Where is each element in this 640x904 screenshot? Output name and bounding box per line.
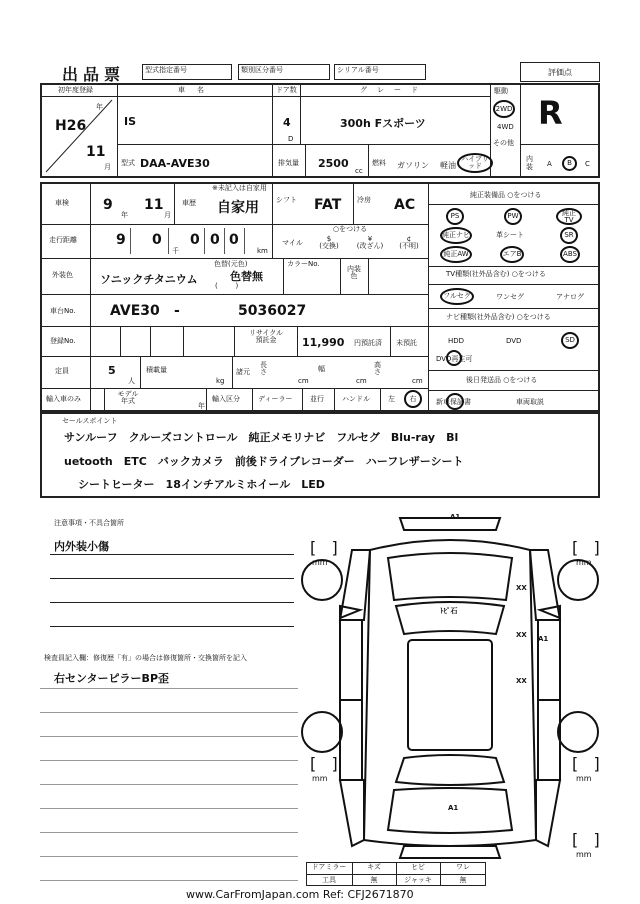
- fuel-gasoline: ガソリン: [397, 161, 429, 170]
- load-label: 積載量: [146, 366, 167, 374]
- handle-right-circle[interactable]: [404, 390, 422, 408]
- chassis-dash: -: [174, 303, 180, 319]
- interior-b-circle[interactable]: [562, 156, 577, 171]
- serial-number-label: シリアル番号: [337, 66, 379, 74]
- tv-fullseg: フルセグ: [443, 292, 471, 300]
- dvd-playback: DVD再生可: [436, 355, 473, 363]
- bracket-rr: [ ]: [572, 754, 600, 773]
- length-unit: cm: [298, 377, 309, 385]
- model-value: DAA-AVE30: [140, 157, 210, 170]
- import-year-unit: 年: [198, 402, 205, 410]
- bracket-extra: [ ]: [572, 830, 600, 849]
- grade-label: グレード: [360, 86, 428, 94]
- equip-aw-circle[interactable]: [440, 246, 472, 263]
- import-category: 輸入区分: [212, 395, 240, 403]
- fuel-label: 燃料: [372, 159, 386, 167]
- tv-fullseg-circle[interactable]: [440, 288, 474, 305]
- equip-ps: PS: [450, 212, 460, 220]
- mm-fl: mm: [312, 558, 328, 567]
- mm-rr: mm: [576, 774, 592, 783]
- equip-tv: 純正TV: [562, 208, 576, 224]
- fuel-hybrid-label: ハイブリッド: [461, 155, 489, 170]
- equip-pw-circle[interactable]: [504, 208, 522, 225]
- legend-tools-value: 無: [370, 876, 378, 884]
- capacity-value: 5: [108, 364, 116, 377]
- inspector-value: 右センターピラーBP歪: [54, 672, 170, 685]
- handle-right-label: 右: [409, 394, 417, 403]
- mileage-unknown: ¢ (不明): [399, 235, 419, 250]
- sales-line-2: uetooth ETC バックカメラ 前後ドライブレコーダー ハーフレザーシート: [64, 455, 464, 468]
- diagram-rear-bumper: A1: [448, 804, 459, 812]
- first-reg-month-mark: 月: [104, 163, 111, 171]
- inspection-month-unit: 月: [164, 211, 171, 219]
- doors-label: ドア数: [276, 86, 297, 94]
- recycle-label: リサイクル 預託金: [248, 329, 284, 344]
- inspection-month: 11: [144, 197, 164, 213]
- legend-jack: ジャッキ: [404, 876, 432, 884]
- aircon-value: AC: [394, 197, 416, 213]
- mileage-exchange: $ (交換): [319, 235, 339, 250]
- drive-label: 駆動: [494, 87, 508, 95]
- interior-label: 内装: [526, 155, 533, 171]
- dims-label: 諸元: [236, 368, 250, 376]
- nav-title: ナビ種類(社外品含む) ○をつける: [446, 313, 551, 321]
- color-orig-label: 色替(元色): [214, 260, 248, 268]
- interior-a: A: [547, 160, 552, 168]
- mileage-digit-1: 9: [116, 232, 126, 248]
- mileage-mile: マイル: [282, 239, 303, 247]
- first-reg-era-year: H26: [55, 118, 87, 134]
- usage-note: ※未記入は自家用: [212, 184, 267, 192]
- legend-break: ワレ: [456, 863, 470, 871]
- handle-label: ハンドル: [342, 395, 370, 403]
- width-label: 幅: [318, 365, 325, 373]
- usage-value: 自家用: [217, 200, 259, 216]
- displacement-value: 2500: [318, 157, 349, 170]
- capacity-label: 定員: [55, 367, 69, 375]
- grade-value: 300h Fスポーツ: [340, 117, 426, 130]
- equip-abs: ABS: [563, 250, 577, 258]
- equip-aw: 純正AW: [443, 250, 469, 258]
- equip-navi: 純正ナビ: [442, 231, 470, 239]
- class-number-box: [238, 64, 330, 80]
- import-parallel: 並行: [310, 395, 324, 403]
- import-model-year: モデル 年式: [117, 390, 139, 405]
- footer-reference: www.CarFromJapan.com Ref: CFJ2671870: [186, 888, 414, 901]
- notes-value: 内外装小傷: [54, 540, 109, 553]
- mileage-digit-4: 0: [210, 232, 220, 248]
- legend-scratch: キズ: [367, 863, 381, 871]
- bracket-fl: [ ]: [310, 538, 338, 557]
- mm-extra: mm: [576, 850, 592, 859]
- bracket-fr: [ ]: [572, 538, 600, 557]
- dvd-playback-circle[interactable]: [446, 350, 462, 366]
- recycle-value: 11,990: [302, 336, 345, 349]
- fuel-diesel: 軽油: [440, 161, 456, 170]
- handle-left: 左: [388, 395, 395, 403]
- equip-airbag: エアB: [502, 250, 522, 258]
- inspection-year: 9: [103, 197, 113, 213]
- drive-other-label: その他: [493, 139, 514, 147]
- diagram-mark-2: XX: [516, 631, 527, 639]
- recycle-unit: 円預託済: [354, 339, 382, 347]
- diagram-mark-4: XX: [516, 677, 527, 685]
- capacity-unit: 人: [128, 377, 135, 385]
- equip-ps-circle[interactable]: [446, 208, 464, 225]
- notes-label: 注意事項・不具合箇所: [54, 519, 124, 527]
- nav-hdd: HDD: [448, 337, 465, 345]
- length-label: 長さ: [260, 361, 267, 376]
- import-dealer: ディーラー: [258, 395, 293, 403]
- sales-label: セールスポイント: [62, 417, 118, 425]
- inspection-label: 車検: [55, 199, 69, 207]
- width-unit: cm: [356, 377, 367, 385]
- drive-4wd-label: 4WD: [497, 123, 514, 131]
- mileage-circle-note: ○をつける: [333, 225, 368, 233]
- mileage-altered: ¥ (改ざん): [356, 235, 384, 250]
- inspection-year-unit: 年: [121, 211, 128, 219]
- later-manual: 車両取説: [516, 398, 544, 406]
- interior-color-label: 内装 色: [347, 265, 361, 280]
- car-name-label: 車名: [178, 86, 216, 94]
- equip-sr-circle[interactable]: [560, 227, 578, 244]
- height-unit: cm: [412, 377, 423, 385]
- height-label: 高さ: [374, 361, 381, 376]
- sales-line-3: シートヒーター 18インチアルミホイール LED: [78, 478, 325, 491]
- interior-b-label: B: [567, 159, 572, 167]
- tv-analog: アナログ: [556, 293, 584, 301]
- later-title: 後日発送品 ○をつける: [466, 376, 538, 384]
- tv-title: TV種類(社外品含む) ○をつける: [446, 270, 546, 278]
- type-number-box: [142, 64, 232, 80]
- chassis-number: 5036027: [238, 303, 307, 319]
- mileage-digit-3: 0: [190, 232, 200, 248]
- color-label: 外装色: [52, 271, 73, 279]
- eval-label: 評価点: [520, 62, 600, 82]
- drive-2wd-circle[interactable]: [493, 100, 515, 118]
- legend-mirror: ドアミラー: [311, 863, 347, 871]
- mileage-label: 走行距離: [49, 236, 77, 244]
- mileage-thousand: 千: [172, 247, 179, 255]
- equip-airbag-circle[interactable]: [500, 246, 524, 263]
- bracket-rl: [ ]: [310, 754, 338, 773]
- chassis-prefix: AVE30: [110, 303, 160, 319]
- shift-value: FAT: [314, 197, 342, 213]
- color-no-label: カラーNo.: [287, 260, 320, 268]
- equip-title: 純正装備品 ○をつける: [470, 191, 542, 199]
- shift-label: シフト: [276, 196, 297, 204]
- mileage-km: km: [257, 247, 268, 255]
- eval-score: R: [538, 94, 563, 132]
- doors-unit: D: [288, 135, 294, 143]
- first-reg-year-mark: 年: [96, 103, 103, 111]
- registration-label: 登録No.: [50, 337, 76, 345]
- first-reg-slash: [42, 98, 116, 176]
- equip-navi-circle[interactable]: [440, 227, 472, 244]
- color-orig-paren: ( ): [215, 282, 239, 290]
- legend-crack: ヒビ: [411, 863, 425, 871]
- displacement-label: 排気量: [278, 159, 299, 167]
- nav-sd: SD: [565, 336, 575, 344]
- drive-2wd-label: 2WD: [495, 104, 513, 113]
- color-value: ソニックチタニウム: [100, 273, 198, 286]
- form-title: 出品票: [62, 65, 126, 84]
- displacement-unit: cc: [355, 167, 363, 175]
- legend-jack-value: 無: [459, 876, 467, 884]
- class-number-label: 類別区分番号: [241, 66, 283, 74]
- sales-line-1: サンルーフ クルーズコントロール 純正メモリナビ フルセグ Blu-ray Bl: [64, 431, 459, 444]
- mm-rl: mm: [312, 774, 328, 783]
- later-warranty: 新車保証書: [436, 398, 471, 406]
- import-label: 輸入車のみ: [46, 395, 81, 403]
- color-orig-value: 色替無: [230, 270, 263, 283]
- aircon-label: 冷房: [357, 196, 371, 204]
- mileage-digit-2: 0: [152, 232, 162, 248]
- diagram-mark-1: XX: [516, 584, 527, 592]
- diagram-windshield: ﾄﾋﾟ石: [440, 607, 458, 615]
- usage-label: 車歴: [182, 199, 196, 207]
- recycle-status: 未預託: [396, 339, 417, 347]
- doors-value: 4: [283, 116, 291, 129]
- nav-dvd: DVD: [506, 337, 522, 345]
- type-number-label: 型式指定番号: [145, 66, 187, 74]
- fuel-hybrid-circle[interactable]: [457, 153, 493, 173]
- inspector-label: 検査員記入欄：修復歴「有」の場合は修復箇所・交換箇所を記入: [44, 654, 247, 662]
- mm-fr: mm: [576, 558, 592, 567]
- car-name-value: IS: [124, 115, 137, 128]
- first-reg-month: 11: [86, 144, 106, 160]
- legend-tools: 工具: [322, 876, 336, 884]
- serial-number-box: [334, 64, 426, 80]
- diagram-front-bumper: A1: [450, 513, 461, 521]
- model-label: 型式: [121, 159, 135, 167]
- first-reg-label: 初年度登録: [58, 86, 93, 94]
- equip-abs-circle[interactable]: [560, 246, 580, 263]
- nav-sd-circle[interactable]: [561, 332, 579, 349]
- equip-sr: SR: [564, 231, 574, 239]
- tv-oneseg: ワンセグ: [496, 293, 524, 301]
- chassis-label: 車台No.: [50, 307, 76, 315]
- load-unit: kg: [216, 377, 225, 385]
- diagram-mark-3: A1: [538, 635, 549, 643]
- mileage-digit-5: 0: [229, 232, 239, 248]
- equip-pw: PW: [507, 212, 519, 220]
- interior-c: C: [585, 160, 590, 168]
- car-diagram: [300, 510, 610, 890]
- equip-leather: 革シート: [496, 231, 524, 239]
- later-warranty-circle[interactable]: [446, 393, 464, 410]
- equip-tv-circle[interactable]: [556, 208, 582, 225]
